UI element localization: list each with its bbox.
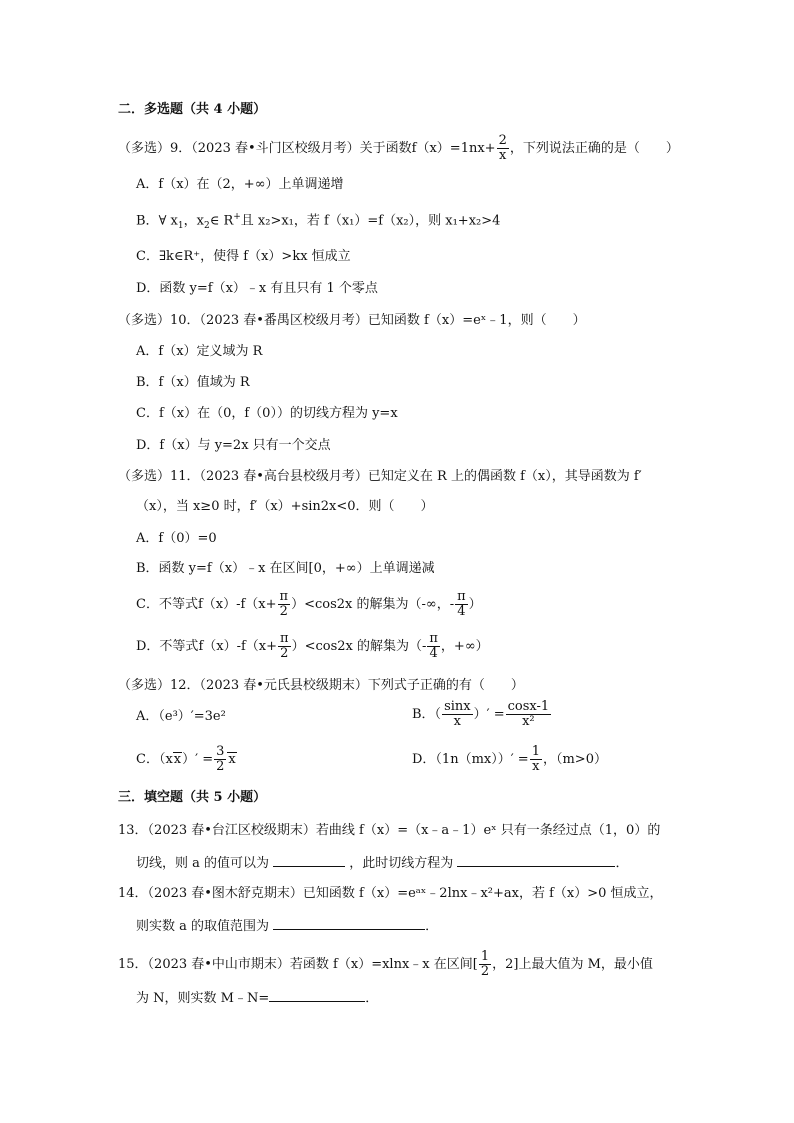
q10-option-a: A．f（x）定义域为 R [136,344,263,359]
q12-c-fraction [214,745,226,774]
q9-option-b [136,208,500,235]
q11-d-mid: ）<cos2x 的解集为（- [291,639,427,654]
q11-option-a: A．f（0）=0 [136,531,217,546]
q12-b-fraction2-den: x² [522,714,535,729]
q10-option-b: B．f（x）值域为 R [136,375,250,390]
q9-option-b-plus: + [233,212,241,222]
q12-c-label: C．（x [136,752,173,767]
q12-c-radical2: x [228,752,236,767]
q14-text-a: 则实数 a 的取值范围为 [136,919,270,934]
q13-answer-blank-2[interactable] [457,853,615,867]
q15-text-b: 上最大值为 M，最小值 [518,957,653,972]
q9-fraction-numerator: 2 [498,133,507,148]
q12-b-fraction2-num: cosx-1 [507,699,550,714]
q9-option-b-rest: 且 x₂>x₁，若 f（x₁）=f（x₂），则 x₁+x₂>4 [240,213,501,229]
question-11-stem-line2: （x），当 x≥0 时，f′（x）+sin2x<0．则（ ） [136,499,434,514]
question-10-stem: （多选）10．（2023 春•番禺区校级月考）已知函数 f（x）=eˣ﹣1，则（ ） [118,313,586,328]
q9-fraction-denominator: x [499,148,507,163]
q12-d-label: D．（1n（mx））′ = [412,752,529,767]
q9-option-b-sub2: 2 [203,220,210,231]
question-14-line1: 14．（2023 春•图木舒克期末）已知函数 f（x）=eᵃˣ﹣2lnx﹣x²+ax，若 f（x）>0 恒成立， [118,886,663,901]
section-title-multiple-choice: 二．多选题（共 4 小题） [118,102,267,117]
q11-d-fraction2-den: 4 [429,646,438,661]
q12-b-fraction1 [442,700,473,729]
q9-option-b-label: B． [136,213,159,229]
question-9-stem [118,134,679,163]
q11-option-c [136,590,482,619]
q11-c-fraction1-den: 2 [279,604,288,619]
q12-c-fraction-den: 2 [216,759,225,774]
q12-option-b [412,700,552,729]
q15-text-a: 15．（2023 春•中山市期末）若函数 f（x）=xlnx﹣x 在区间 [118,957,473,972]
q13-text-c: ． [615,856,629,871]
q10-option-d: D．f（x）与 y=2x 只有一个交点 [136,438,331,453]
q11-c-mid: ）<cos2x 的解集为（-∞，- [291,597,455,612]
q11-d-fraction2-num: π [429,631,438,646]
q12-c-fraction-num: 3 [216,744,225,759]
q11-option-b: B．函数 y=f（x）﹣x 在区间[0，+∞）上单调递减 [136,561,435,576]
q15-fraction-num: 1 [480,949,490,964]
q11-d-end: ，+∞） [440,639,489,654]
q11-d-label: D．不等式 [136,639,199,654]
q15-text-c: 为 N，则实数 M﹣N= [136,991,270,1006]
q12-b-mid: ）′ = [473,707,505,722]
q9-option-a: A．f（x）在（2，+∞）上单调递增 [136,177,344,192]
q12-d-fraction [530,745,542,774]
q14-answer-blank[interactable] [273,916,425,930]
question-11-stem-line1: （多选）11．（2023 春•高台县校级月考）已知定义在 R 上的偶函数 f（x），其导函数为 f′ [118,469,642,484]
q12-option-c [136,745,237,774]
question-15-line2 [136,988,378,1008]
q12-d-fraction-num: 1 [531,744,540,759]
q12-c-radical: x [173,752,182,767]
question-14-line2 [136,916,438,936]
q11-d-fraction1-den: 2 [280,646,289,661]
q12-d-end: ，（m>0） [542,752,607,767]
q9-option-b-in: ∈ R [209,213,234,229]
q13-text-b: ，此时切线方程为 [349,856,454,871]
q11-option-d [136,632,489,661]
q12-c-mid: ）′ = [182,752,214,767]
q12-d-fraction-den: x [532,759,540,774]
q14-text-b: ． [425,919,439,934]
question-13-line2 [136,853,628,873]
q11-c-fraction1-num: π [279,589,289,604]
q15-bracket-rest: ，2] [492,957,519,972]
q15-fraction-den: 2 [480,964,490,979]
q11-d-expr: f（x）-f（x+ [198,639,278,654]
q10-option-c: C．f（x）在（0，f（0））的切线方程为 y=x [136,406,398,421]
question-15-line1 [118,950,653,979]
q13-answer-blank-1[interactable] [273,853,345,867]
section-title-fill-blank: 三．填空题（共 5 小题） [118,790,267,805]
q11-c-fraction2-den: 4 [457,604,466,619]
q11-d-fraction1-num: π [280,631,289,646]
q11-d-fraction1 [278,632,291,661]
q15-answer-blank[interactable] [269,988,365,1002]
q12-b-fraction1-num: sinx [444,699,471,714]
question-13-line1: 13．（2023 春•台江区校级期末）若曲线 f（x）=（x﹣a﹣1）eˣ 只有一条经过点（1，0）的 [118,823,661,838]
q12-option-a: A．（e³）′=3e² [136,709,226,724]
question-12-stem: （多选）12．（2023 春•元氏县校级期末）下列式子正确的有（ ） [118,678,524,693]
q9-option-b-sub1: 1 [177,220,184,231]
q11-c-fraction2-num: π [457,589,466,604]
q11-c-end: ） [468,597,482,612]
q15-fraction [479,950,491,979]
q9-fraction [497,134,509,163]
q12-b-label: B．（ [412,707,442,722]
q12-option-d [412,745,607,774]
q9-stem-prefix: （多选）9．（2023 春•斗门区校级月考）关于函数 [118,141,412,156]
q9-option-d: D．函数 y=f（x）﹣x 有且只有 1 个零点 [136,281,378,296]
q15-text-d: ． [365,991,379,1006]
q9-option-c: C．∃k∈R⁺，使得 f（x）>kx 恒成立 [136,249,351,264]
q13-text-a: 切线，则 a 的值可以为 [136,856,270,871]
q9-stem-suffix: ，下列说法正确的是（ ） [509,141,679,156]
q9-option-b-comma: ，x [183,213,204,229]
q9-function: f（x）=1nx+ [411,141,496,156]
q11-d-fraction2 [427,632,440,661]
q11-c-fraction2 [455,590,468,619]
q9-option-b-forall: ∀ x [158,213,178,229]
q11-c-label: C．不等式 [136,597,198,612]
q11-c-expr: f（x）-f（x+ [197,597,277,612]
q12-b-fraction1-den: x [453,714,461,729]
q15-bracket: [ [472,957,478,972]
q12-b-fraction2 [506,700,552,729]
q11-c-fraction1 [278,590,291,619]
